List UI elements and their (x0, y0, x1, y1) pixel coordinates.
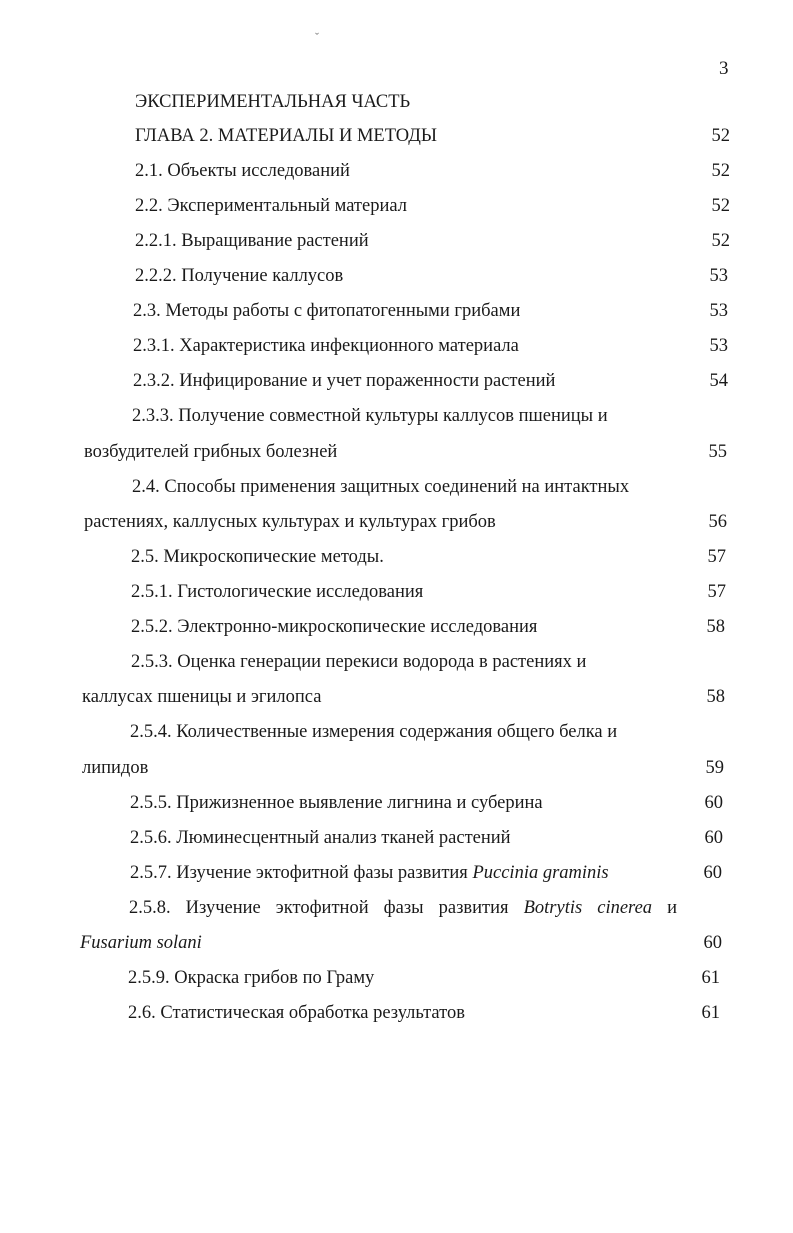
toc-entry-page: 60 (704, 828, 723, 848)
toc-entry-title: 2.5.9. Окраска грибов по Граму (128, 968, 375, 988)
toc-entry-title: 2.3. Методы работы с фитопатогенными грибами (133, 301, 521, 321)
toc-entry-page: 52 (711, 126, 730, 146)
toc-entry-title: 2.5.5. Прижизненное выявление лигнина и суберина (130, 793, 543, 813)
toc-entry-title: 2.4. Способы применения защитных соединений на интактных (132, 477, 630, 497)
toc-entry-page: 52 (711, 231, 730, 251)
toc-entry-page: 57 (707, 582, 726, 602)
toc-entry-page: 58 (706, 687, 725, 707)
toc-entry-title: 2.5.3. Оценка генерации перекиси водорода в растениях и (131, 652, 587, 672)
toc-entry-page: 58 (706, 617, 725, 637)
toc-entry-title-continued: каллусах пшеницы и эгилопса (82, 687, 322, 707)
toc-entry-page: 56 (708, 512, 727, 532)
section-heading: ЭКСПЕРИМЕНТАЛЬНАЯ ЧАСТЬ (135, 92, 411, 112)
toc-entry-page: 60 (703, 863, 722, 883)
toc-entry-text: 2.5.8. Изучение эктофитной фазы развития (129, 898, 509, 918)
toc-entry-title: 2.1. Объекты исследований (135, 161, 350, 181)
page-number: 3 (719, 58, 729, 79)
toc-entry-title-continued: липидов (82, 758, 149, 778)
toc-entry-conjunction: и (667, 898, 677, 918)
toc-entry-title (129, 896, 677, 920)
toc-entry-species: Botrytis cinerea (523, 898, 653, 918)
toc-entry-title: 2.5.4. Количественные измерения содержания общего белка и (130, 722, 618, 742)
toc-entry-title: 2.3.1. Характеристика инфекционного материала (133, 336, 519, 356)
toc-entry-page: 53 (709, 301, 728, 321)
toc-entry-title: 2.5. Микроскопические методы. (131, 547, 384, 567)
toc-entry-title: 2.5.2. Электронно-микроскопические исследования (131, 617, 538, 637)
toc-entry-title: 2.5.6. Люминесцентный анализ тканей растений (130, 828, 511, 848)
toc-entry-page: 53 (709, 266, 728, 286)
toc-entry-page: 60 (703, 933, 722, 953)
toc-entry-title: 2.6. Статистическая обработка результатов (128, 1003, 465, 1023)
toc-entry-title: 2.3.3. Получение совместной культуры каллусов пшеницы и (132, 406, 608, 426)
toc-entry-species: Puccinia graminis (472, 863, 609, 883)
toc-entry-page: 52 (711, 161, 730, 181)
toc-entry-title: 2.2.1. Выращивание растений (135, 231, 369, 251)
toc-entry-page: 57 (707, 547, 726, 567)
toc-entry-title: 2.2.2. Получение каллусов (135, 266, 344, 286)
toc-entry-title (130, 861, 609, 885)
toc-entry-species: Fusarium solani (80, 933, 202, 953)
toc-entry-page: 60 (704, 793, 723, 813)
toc-entry-title: 2.2. Экспериментальный материал (135, 196, 407, 216)
toc-entry-page: 54 (709, 371, 728, 391)
toc-entry-page: 61 (701, 1003, 720, 1023)
toc-entry-title: ГЛАВА 2. МАТЕРИАЛЫ И МЕТОДЫ (135, 126, 437, 146)
toc-entry-title-continued: растениях, каллусных культурах и культурах грибов (84, 512, 496, 532)
toc-entry-text: 2.5.7. Изучение эктофитной фазы развития (130, 863, 468, 883)
scan-mark: ˇ (315, 30, 319, 44)
toc-entry-page: 61 (701, 968, 720, 988)
toc-entry-page: 52 (711, 196, 730, 216)
toc-entry-title: 2.5.1. Гистологические исследования (131, 582, 424, 602)
toc-entry-page: 59 (705, 758, 724, 778)
toc-entry-title-continued: возбудителей грибных болезней (84, 442, 338, 462)
toc-entry-title-continued (80, 931, 202, 955)
toc-entry-page: 55 (708, 442, 727, 462)
toc-entry-page: 53 (709, 336, 728, 356)
toc-entry-title: 2.3.2. Инфицирование и учет пораженности растений (133, 371, 556, 391)
